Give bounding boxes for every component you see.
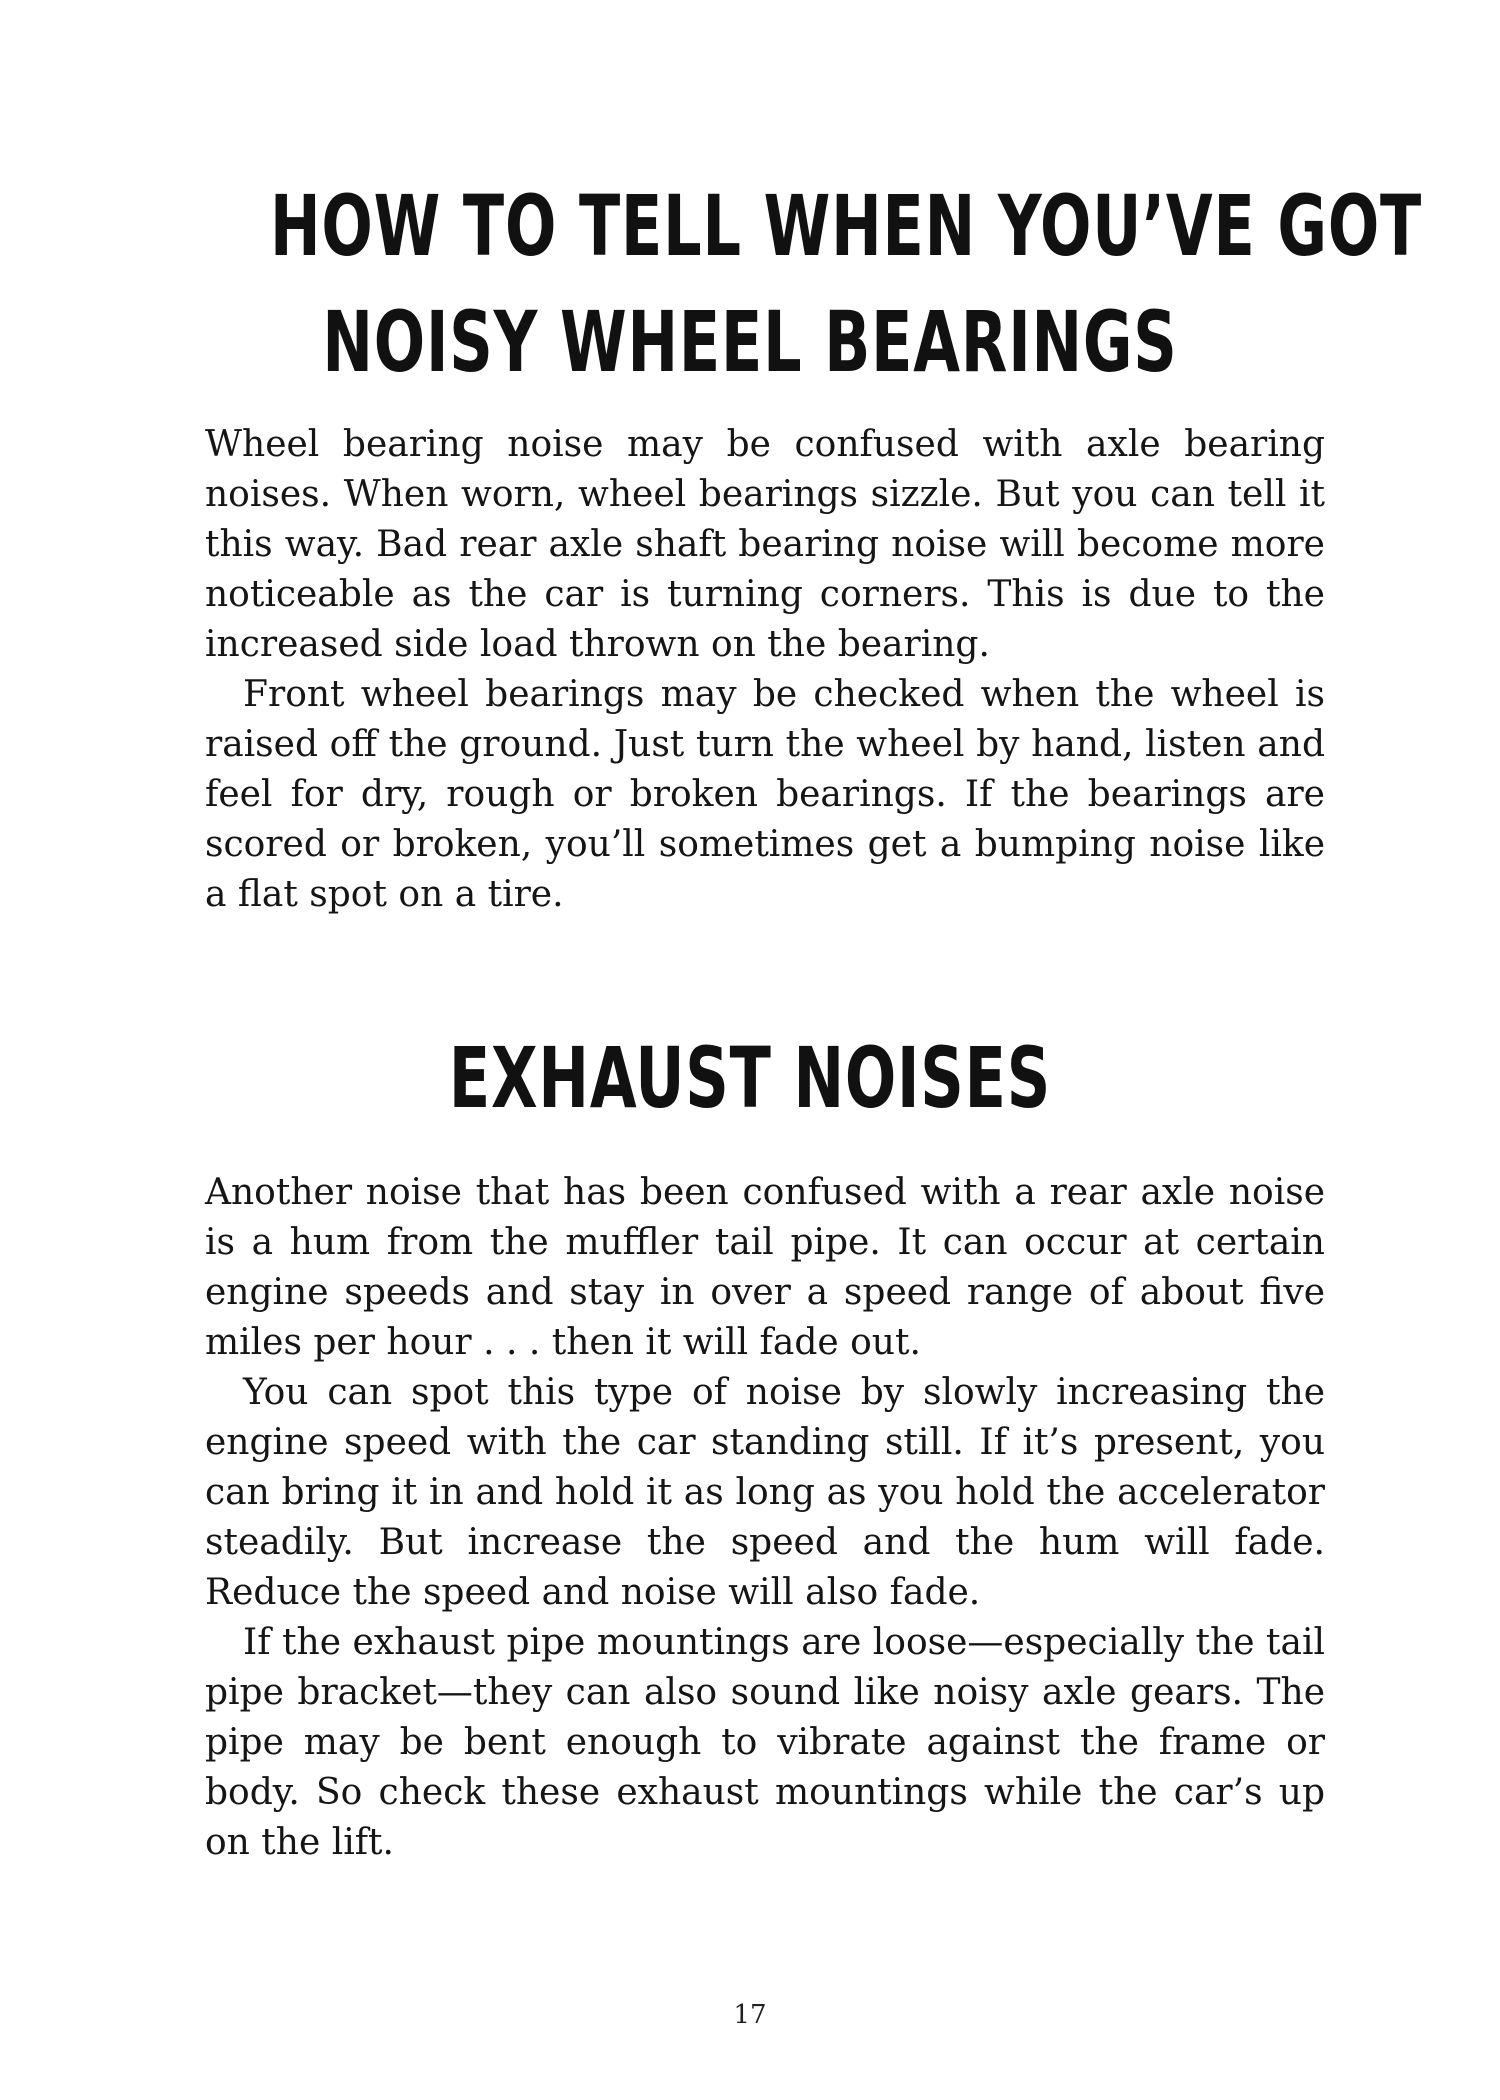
page-number: 17 [733, 2000, 767, 2030]
heading-line: HOW TO TELL WHEN YOU’VE GOT [270, 177, 1423, 275]
exhaust-noises-heading [270, 1020, 1230, 1136]
exhaust-noises-section [205, 1168, 1325, 1868]
body-paragraph: Another noise that has been confused with a rear axle noise is a hum from the muffler tail pipe. It can occur at certain engine speeds and stay in over a speed range of about five miles per hour . . . then it will fade out. [205, 1172, 1325, 1363]
heading-line: NOISY WHEEL BEARINGS [322, 293, 1178, 391]
wheel-bearings-heading [270, 168, 1423, 400]
body-paragraph: If the exhaust pipe mountings are loose—especially the tail pipe bracket—they can also sound like noisy axle gears. The pipe may be bent enough to vibrate against the frame or body. So check these exhaust mountings while the car’s up on the lift. [205, 1622, 1325, 1863]
body-paragraph: Front wheel bearings may be checked when the wheel is raised off the ground. Just turn the wheel by hand, listen and feel for dry, rough or broken bearings. If the bearings are scored or broken, you’ll sometimes get a bumping noise like a flat spot on a tire. [205, 674, 1325, 915]
heading-line: EXHAUST NOISES [448, 1029, 1052, 1127]
wheel-bearings-section [205, 420, 1325, 920]
body-paragraph: You can spot this type of noise by slowly increasing the engine speed with the car standing still. If it’s present, you can bring it in and hold it as long as you hold the accelerator steadily. But increase the speed and the hum will fade. Reduce the speed and noise will also fade. [205, 1372, 1325, 1613]
body-paragraph: Wheel bearing noise may be confused with axle bearing noises. When worn, wheel bearings sizzle. But you can tell it this way. Bad rear axle shaft bearing noise will become more noticeable as the car is turning corners. This is due to the increased side load thrown on the bearing. [205, 424, 1325, 665]
